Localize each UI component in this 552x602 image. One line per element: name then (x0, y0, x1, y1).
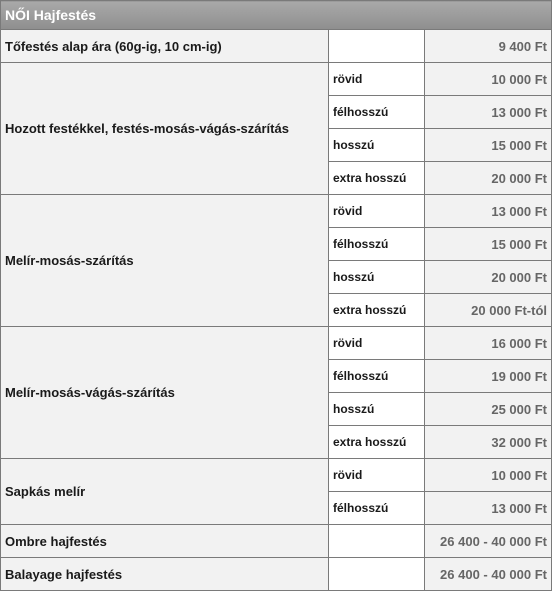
variant-label: hosszú (329, 129, 425, 162)
variant-label: félhosszú (329, 492, 425, 525)
table-title: NŐI Hajfestés (1, 1, 552, 30)
variant-price: 13 000 Ft (425, 195, 552, 228)
table-row (1, 459, 552, 492)
variant-price: 25 000 Ft (425, 393, 552, 426)
variant-empty (329, 30, 425, 63)
service-name: Balayage hajfestés (1, 558, 329, 591)
service-name: Melír-mosás-szárítás (1, 195, 329, 327)
variant-label: extra hosszú (329, 162, 425, 195)
service-name: Melír-mosás-vágás-szárítás (1, 327, 329, 459)
variant-price: 10 000 Ft (425, 459, 552, 492)
variant-price: 20 000 Ft-tól (425, 294, 552, 327)
service-price: 26 400 - 40 000 Ft (425, 525, 552, 558)
table-row (1, 63, 552, 96)
variant-price: 20 000 Ft (425, 261, 552, 294)
variant-label: rövid (329, 327, 425, 360)
service-name: Tőfestés alap ára (60g-ig, 10 cm-ig) (1, 30, 329, 63)
variant-empty (329, 525, 425, 558)
variant-price: 19 000 Ft (425, 360, 552, 393)
variant-label: félhosszú (329, 96, 425, 129)
table-row (1, 195, 552, 228)
variant-price: 15 000 Ft (425, 228, 552, 261)
variant-label: rövid (329, 195, 425, 228)
service-price: 26 400 - 40 000 Ft (425, 558, 552, 591)
service-price: 9 400 Ft (425, 30, 552, 63)
service-name: Sapkás melír (1, 459, 329, 525)
variant-label: extra hosszú (329, 294, 425, 327)
variant-price: 13 000 Ft (425, 96, 552, 129)
service-name: Ombre hajfestés (1, 525, 329, 558)
variant-label: hosszú (329, 393, 425, 426)
variant-price: 20 000 Ft (425, 162, 552, 195)
table-row (1, 30, 552, 63)
variant-price: 16 000 Ft (425, 327, 552, 360)
variant-price: 10 000 Ft (425, 63, 552, 96)
variant-price: 13 000 Ft (425, 492, 552, 525)
variant-label: hosszú (329, 261, 425, 294)
variant-label: rövid (329, 459, 425, 492)
variant-label: félhosszú (329, 228, 425, 261)
variant-label: rövid (329, 63, 425, 96)
service-name: Hozott festékkel, festés-mosás-vágás-szárítás (1, 63, 329, 195)
variant-label: félhosszú (329, 360, 425, 393)
variant-label: extra hosszú (329, 426, 425, 459)
table-row (1, 327, 552, 360)
variant-price: 32 000 Ft (425, 426, 552, 459)
variant-price: 15 000 Ft (425, 129, 552, 162)
table-row (1, 525, 552, 558)
variant-empty (329, 558, 425, 591)
table-row (1, 558, 552, 591)
